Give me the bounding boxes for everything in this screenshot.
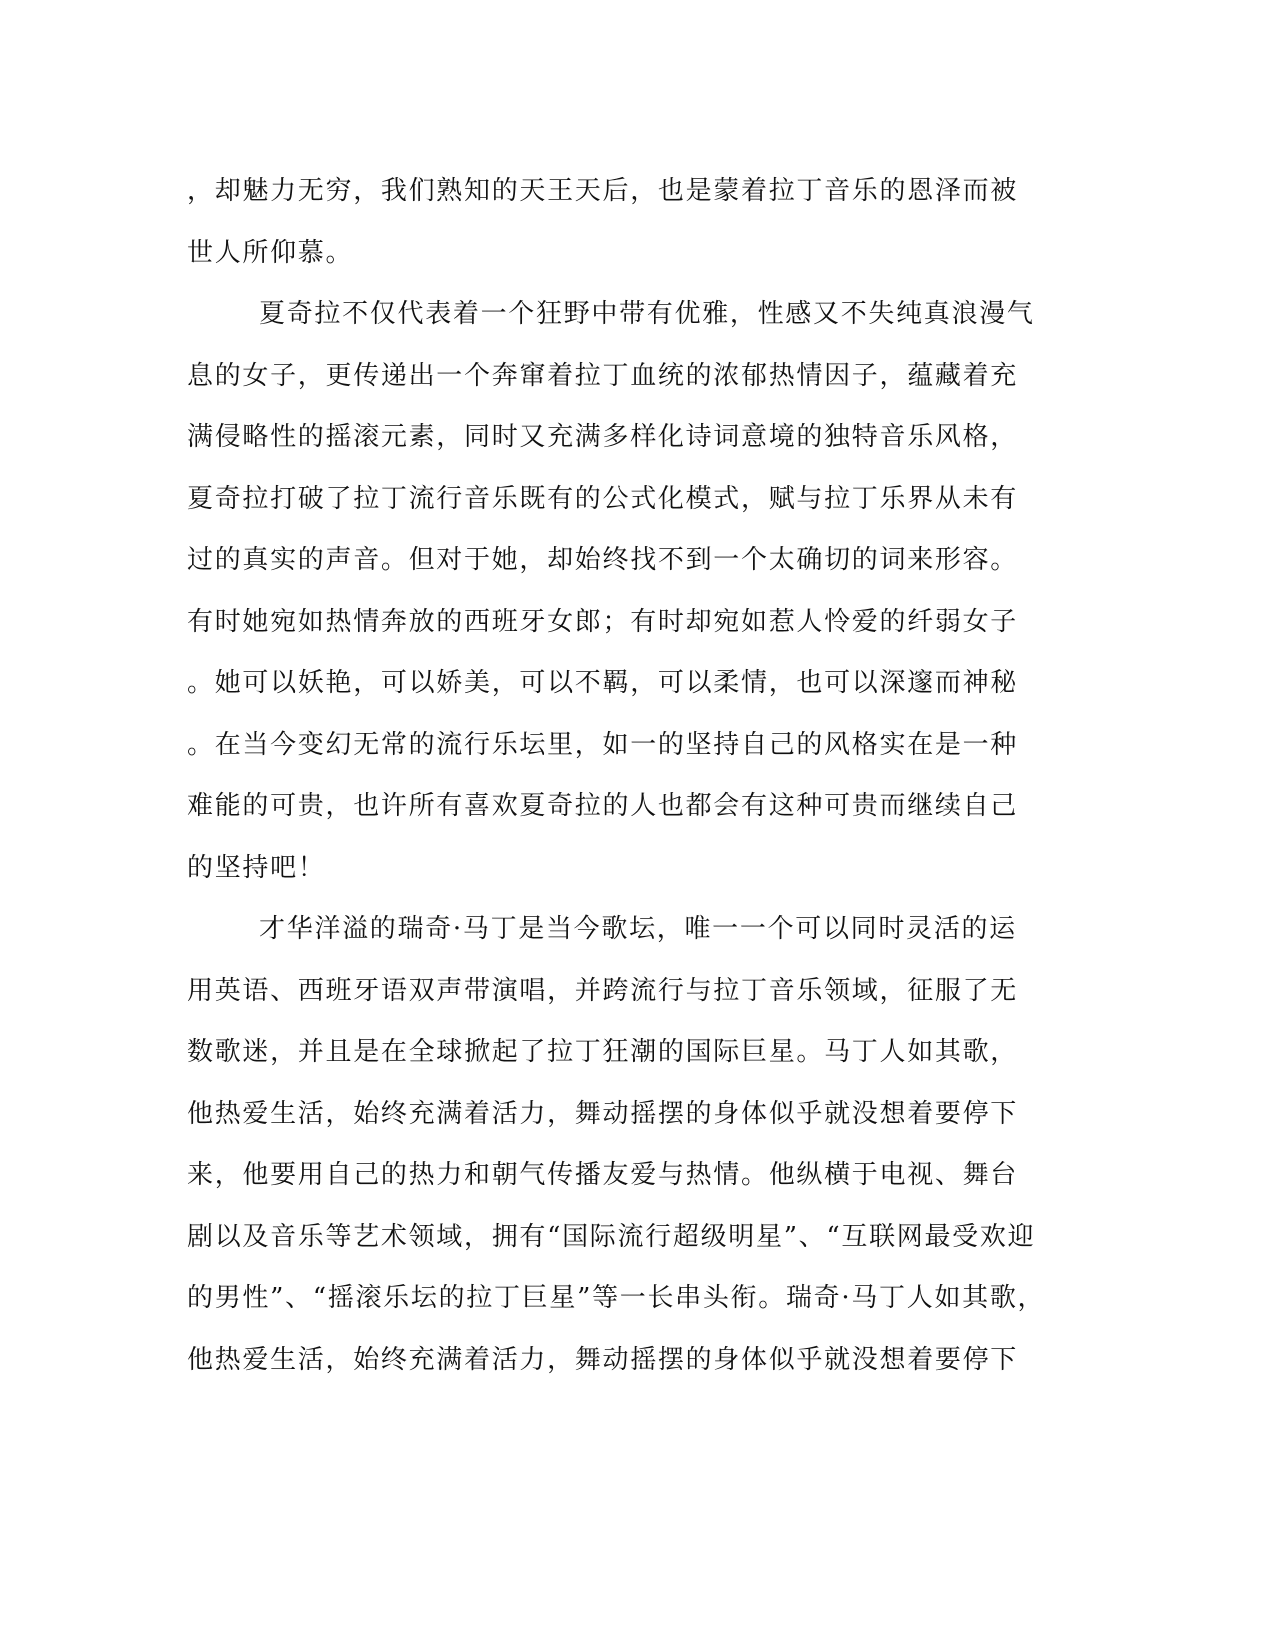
text-line-9: 。她可以妖艳，可以娇美，可以不羁，可以柔情，也可以深邃而神秘: [187, 668, 1019, 698]
text-line-2: 世人所仰慕。: [187, 237, 354, 268]
text-line-17: 来，他要用自己的热力和朝气传播友爱与热情。他纵横于电视、舞台: [187, 1160, 1019, 1190]
text-line-12: 的坚持吧！: [187, 852, 326, 883]
text-line-4: 息的女子，更传递出一个奔窜着拉丁血统的浓郁热情因子，蕴藏着充: [187, 360, 1019, 391]
text-line-6: 夏奇拉打破了拉丁流行音乐既有的公式化模式，赋与拉丁乐界从未有: [187, 483, 1019, 514]
text-line-19: 的男性”、“摇滚乐坛的拉丁巨星”等一长串头衔。瑞奇·马丁人如其歌，: [187, 1283, 1046, 1313]
text-line-18: 剧以及音乐等艺术领域，拥有“国际流行超级明星”、“互联网最受欢迎: [187, 1221, 1036, 1252]
text-line-11: 难能的可贵，也许所有喜欢夏奇拉的人也都会有这种可贵而继续自己: [187, 791, 1019, 821]
body-text: [187, 161, 1087, 1391]
text-line-8: 有时她宛如热情奔放的西班牙女郎；有时却宛如惹人怜爱的纤弱女子: [187, 606, 1019, 637]
text-line-20: 他热爱生活，始终充满着活力，舞动摇摆的身体似乎就没想着要停下: [187, 1344, 1019, 1375]
text-line-10: 。在当今变幻无常的流行乐坛里，如一的坚持自己的风格实在是一种: [187, 729, 1019, 760]
text-line-16: 他热爱生活，始终充满着活力，舞动摇摆的身体似乎就没想着要停下: [187, 1098, 1019, 1129]
text-line-15: 数歌迷，并且是在全球掀起了拉丁狂潮的国际巨星。马丁人如其歌，: [187, 1037, 1019, 1067]
paragraph-3-first-line: 才华洋溢的瑞奇·马丁是当今歌坛，唯一一个可以同时灵活的运: [259, 914, 1017, 944]
text-line-1: ，却魅力无穷，我们熟知的天王天后，也是蒙着拉丁音乐的恩泽而被: [187, 176, 1019, 206]
paragraph-2-first-line: 夏奇拉不仅代表着一个狂野中带有优雅，性感又不失纯真浪漫气: [259, 299, 1035, 329]
text-line-14: 用英语、西班牙语双声带演唱，并跨流行与拉丁音乐领域，征服了无: [187, 975, 1019, 1006]
text-line-5: 满侵略性的摇滚元素，同时又充满多样化诗词意境的独特音乐风格，: [187, 422, 1019, 452]
text-line-7: 过的真实的声音。但对于她，却始终找不到一个太确切的词来形容。: [187, 545, 1019, 575]
